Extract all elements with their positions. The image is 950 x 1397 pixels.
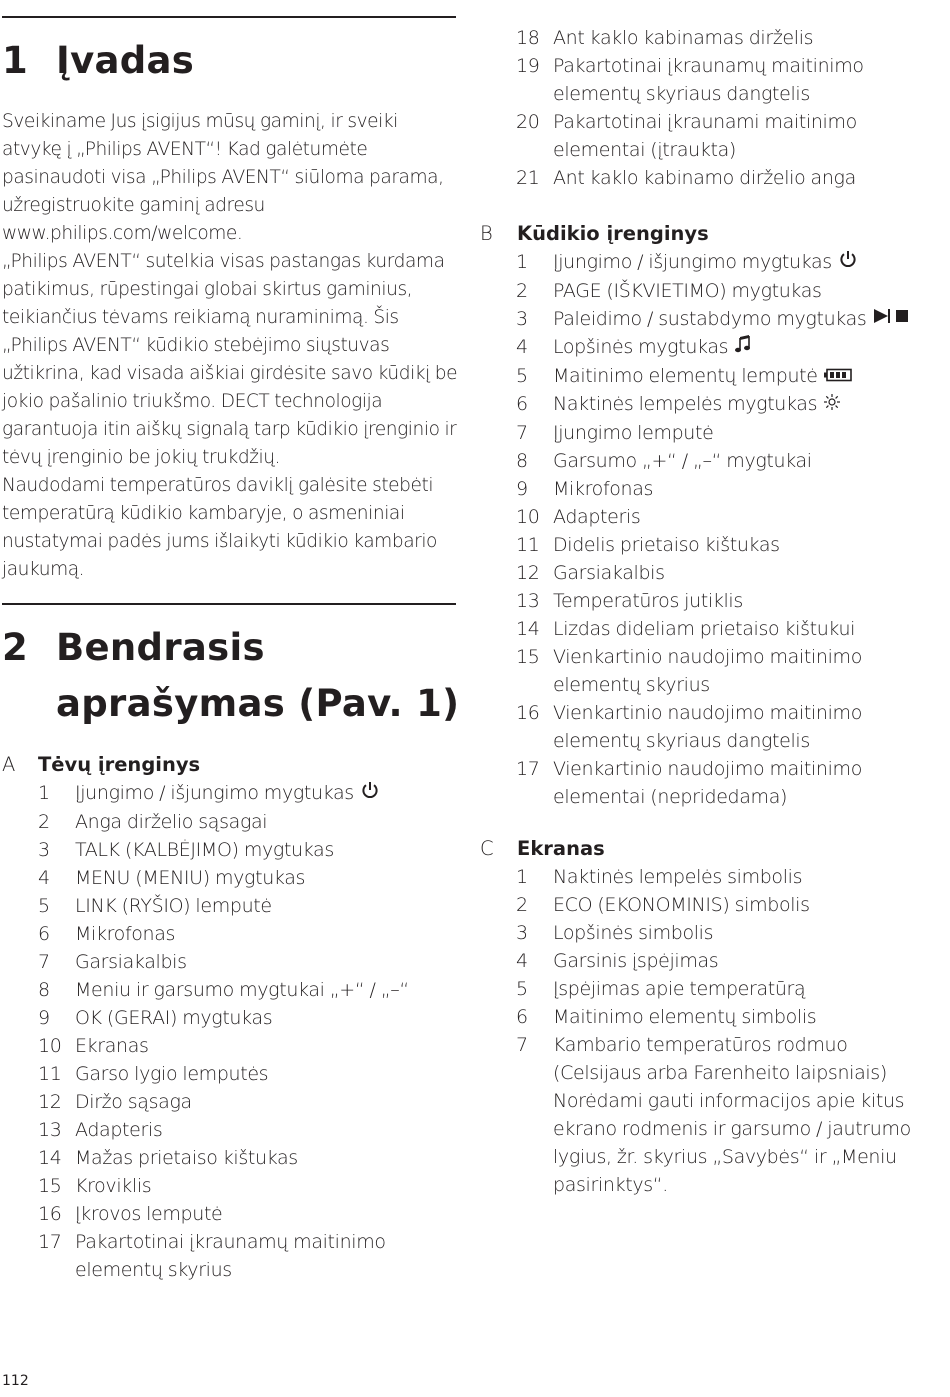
item-number: 14 — [516, 617, 540, 640]
section-number: 1 — [2, 39, 29, 82]
item-number: 5 — [38, 894, 50, 917]
item-number: 7 — [38, 950, 50, 973]
item-text: Naktinės lempelės simbolis — [553, 866, 803, 888]
list-item — [38, 1004, 448, 1032]
list-item — [38, 1200, 448, 1228]
item-label — [75, 1060, 448, 1088]
item-text: Įjungimo / išjungimo mygtukas — [553, 251, 832, 273]
item-number: 11 — [516, 533, 540, 556]
list-item — [516, 108, 916, 164]
item-text: Adapteris — [553, 505, 641, 528]
list-item — [38, 976, 448, 1004]
item-text: Maitinimo elementų simbolis — [553, 1006, 817, 1028]
intro-text — [2, 108, 458, 584]
item-number: 3 — [516, 307, 528, 330]
item-text: Garsiakalbis — [553, 561, 665, 584]
list-item — [516, 475, 916, 503]
item-number: 9 — [516, 477, 528, 500]
item-text: Lopšinės mygtukas — [553, 336, 729, 358]
list-item — [516, 947, 926, 975]
item-label — [553, 919, 926, 947]
list-item — [38, 836, 448, 864]
item-label — [553, 419, 916, 447]
list-item — [516, 755, 916, 811]
list-item — [516, 587, 916, 615]
item-label — [553, 1003, 926, 1031]
play-stop-icon — [872, 305, 912, 333]
item-label — [553, 108, 916, 164]
item-label — [553, 305, 916, 334]
item-text: Anga dirželio sąsagai — [75, 810, 268, 833]
item-number: 1 — [38, 782, 50, 804]
item-label — [75, 1144, 448, 1172]
item-text: Adapteris — [75, 1118, 163, 1141]
item-text: PAGE (IŠKVIETIMO) mygtukas — [553, 279, 822, 302]
section-title-line-2: aprašymas (Pav. 1) — [56, 682, 460, 725]
group-letter: A — [2, 753, 16, 776]
list-item — [516, 863, 926, 891]
item-label — [75, 779, 448, 808]
list-item — [38, 1144, 448, 1172]
baby-unit-parts-list — [516, 248, 916, 811]
list-item — [516, 643, 916, 699]
item-number: 5 — [516, 364, 528, 387]
paragraph: Naudodami temperatūros daviklį galėsite stebėti temperatūrą kūdikio kambaryje, o asmeniniai nustatymai padės jums išlaikyti kūdikio kambario jaukumą. — [2, 475, 437, 580]
item-text: MENU (MENIU) mygtukas — [75, 866, 306, 889]
item-number: 2 — [516, 894, 528, 916]
item-text: Ant kaklo kabinamo dirželio anga — [553, 167, 856, 189]
battery-icon — [824, 362, 852, 390]
item-number: 1 — [516, 866, 528, 888]
item-text: Kroviklis — [75, 1174, 152, 1197]
item-text: Vienkartinio naudojimo maitinimo elementai (nepridedama) — [553, 757, 862, 808]
item-label — [553, 531, 916, 559]
list-item — [516, 919, 926, 947]
item-text: Garsiakalbis — [75, 950, 187, 973]
item-label — [553, 24, 916, 52]
item-label — [553, 390, 916, 419]
item-label — [553, 333, 916, 362]
item-text: Mikrofonas — [553, 477, 654, 500]
item-label — [75, 948, 448, 976]
item-number: 6 — [516, 1006, 528, 1028]
item-label — [75, 808, 448, 836]
list-item — [38, 779, 448, 808]
item-number: 12 — [38, 1090, 62, 1113]
item-number: 16 — [516, 701, 540, 724]
item-number: 1 — [516, 251, 528, 273]
item-text: Mikrofonas — [75, 922, 176, 945]
item-number: 2 — [38, 810, 50, 833]
music-note-icon — [734, 334, 752, 362]
list-item — [38, 1116, 448, 1144]
item-number: 13 — [516, 589, 540, 612]
item-label — [553, 615, 916, 643]
item-label — [553, 975, 926, 1003]
list-item — [516, 24, 916, 52]
item-label — [553, 1031, 926, 1199]
list-item — [38, 948, 448, 976]
list-item — [516, 891, 926, 919]
section-number: 2 — [2, 626, 29, 669]
item-number: 13 — [38, 1118, 62, 1141]
list-item — [516, 699, 916, 755]
item-text: Įspėjimas apie temperatūrą — [553, 978, 806, 1000]
item-number: 17 — [38, 1230, 62, 1253]
item-text: Garsinis įspėjimas — [553, 950, 719, 972]
list-item — [516, 559, 916, 587]
item-text: Ant kaklo kabinamas dirželis — [553, 27, 814, 49]
list-item — [38, 1032, 448, 1060]
group-title: Ekranas — [517, 837, 605, 860]
section-title-line-1: Bendrasis — [56, 626, 265, 669]
list-item — [516, 975, 926, 1003]
list-item — [516, 248, 916, 277]
group-b-heading — [480, 220, 920, 248]
item-label — [553, 643, 916, 699]
item-number: 15 — [38, 1174, 62, 1197]
group-c-heading — [480, 835, 920, 863]
list-item — [516, 164, 916, 192]
item-text: Lopšinės simbolis — [553, 922, 714, 944]
item-label — [553, 277, 916, 305]
item-number: 14 — [38, 1146, 62, 1169]
item-number: 11 — [38, 1062, 62, 1085]
item-number: 15 — [516, 645, 540, 668]
item-label — [75, 836, 448, 864]
item-number: 8 — [38, 978, 50, 1001]
item-text: Įjungimo / išjungimo mygtukas — [75, 782, 354, 804]
power-icon — [838, 249, 858, 277]
item-text: Paleidimo / sustabdymo mygtukas — [553, 307, 867, 330]
item-label — [553, 164, 916, 192]
item-text: ECO (EKONOMINIS) simbolis — [553, 894, 810, 916]
item-text: Garso lygio lemputės — [75, 1062, 269, 1085]
item-label — [75, 1032, 448, 1060]
item-label — [75, 1116, 448, 1144]
item-text: Vienkartinio naudojimo maitinimo elementų skyriaus dangtelis — [553, 701, 862, 752]
item-label — [553, 559, 916, 587]
list-item — [516, 1031, 926, 1199]
item-label — [553, 587, 916, 615]
item-label — [553, 699, 916, 755]
item-text: Lizdas dideliam prietaiso kištukui — [553, 617, 856, 640]
item-text: Ekranas — [75, 1034, 149, 1057]
item-label — [553, 891, 926, 919]
item-number: 21 — [516, 167, 540, 189]
item-label — [553, 447, 916, 475]
item-number: 19 — [516, 55, 540, 77]
group-letter: B — [480, 222, 493, 245]
item-label — [75, 976, 448, 1004]
list-item — [516, 447, 916, 475]
group-title: Kūdikio įrenginys — [517, 222, 709, 245]
item-number: 17 — [516, 757, 540, 780]
item-number: 5 — [516, 978, 528, 1000]
list-item — [38, 1060, 448, 1088]
item-label — [75, 1088, 448, 1116]
nightlight-icon — [823, 391, 841, 419]
list-item — [516, 419, 916, 447]
item-number: 12 — [516, 561, 540, 584]
list-item — [516, 390, 916, 419]
item-label — [75, 920, 448, 948]
list-item — [516, 333, 916, 362]
item-text: Pakartotinai įkraunamų maitinimo elementų skyrius — [75, 1230, 386, 1281]
paragraph: „Philips AVENT“ sutelkia visas pastangas kurdama patikimus, rūpestingai globai skirtus gaminius, teikiančius tėvams reikiamą nuraminimą. Šis „Philips AVENT“ kūdikio stebėjimo siųstuvas užtikrina, kad visada aiškiai girdėsite savo kūdikį be jokio pašalinio triukšmo. DECT technologija garantuoja itin aiškų signalą tarp kūdikio įrenginio ir tėvų įrenginio be jokių trukdžių. — [2, 251, 458, 468]
item-label — [553, 248, 916, 277]
paragraph: Sveikiname Jus įsigijus mūsų gaminį, ir sveiki atvykę į „Philips AVENT“! Kad galėtumėte pasinaudoti visa „Philips AVENT“ siūloma parama, užregistruokite gaminį adresu www.philips.com/welcome. — [2, 111, 444, 244]
item-text: Temperatūros jutiklis — [553, 589, 743, 612]
list-item — [516, 503, 916, 531]
item-number: 3 — [516, 922, 528, 944]
item-text: Vienkartinio naudojimo maitinimo elementų skyrius — [553, 645, 862, 696]
item-text: Meniu ir garsumo mygtukai „+“ / „–“ — [75, 978, 409, 1001]
display-symbols-list — [516, 863, 926, 1199]
item-number: 4 — [516, 336, 528, 358]
item-text: Didelis prietaiso kištukas — [553, 533, 780, 556]
item-label — [553, 947, 926, 975]
item-text: Naktinės lempelės mygtukas — [553, 393, 818, 415]
item-label — [553, 503, 916, 531]
item-text: OK (GERAI) mygtukas — [75, 1006, 273, 1029]
item-number: 3 — [38, 838, 50, 861]
item-number: 10 — [516, 505, 540, 528]
list-item — [38, 1172, 448, 1200]
parent-unit-parts-list — [38, 779, 448, 1284]
section-title: Įvadas — [56, 39, 195, 82]
power-icon — [360, 780, 380, 808]
item-number: 7 — [516, 421, 528, 444]
item-number: 4 — [38, 866, 50, 889]
item-text: Pakartotinai įkraunami maitinimo elementai (įtraukta) — [553, 111, 857, 161]
item-number: 6 — [516, 393, 528, 415]
item-label — [553, 755, 916, 811]
section-divider — [2, 603, 456, 605]
item-number: 10 — [38, 1034, 62, 1057]
item-text: Maitinimo elementų lemputė — [553, 364, 818, 387]
list-item — [38, 808, 448, 836]
list-item — [38, 1088, 448, 1116]
list-item — [516, 277, 916, 305]
list-item — [516, 1003, 926, 1031]
item-label — [553, 52, 916, 108]
list-item — [516, 531, 916, 559]
list-item — [516, 615, 916, 643]
item-label — [75, 1172, 448, 1200]
list-item — [38, 864, 448, 892]
item-number: 20 — [516, 111, 540, 133]
item-label — [75, 1004, 448, 1032]
item-label — [553, 475, 916, 503]
item-text: Kambario temperatūros rodmuo (Celsijaus arba Farenheito laipsniais) Norėdami gauti informacijos apie kitus ekrano rodmenis ir garsumo / jautrumo lygius, žr. skyrius „Savybės“ ir „Meniu pasirinktys“. — [553, 1034, 911, 1196]
item-text: Įjungimo lemputė — [553, 421, 714, 444]
item-text: Mažas prietaiso kištukas — [75, 1146, 298, 1169]
item-text: Įkrovos lemputė — [75, 1202, 223, 1225]
item-text: Pakartotinai įkraunamų maitinimo elementų skyriaus dangtelis — [553, 55, 864, 105]
item-label — [75, 864, 448, 892]
page-number: 112 — [2, 1373, 29, 1389]
item-number: 6 — [38, 922, 50, 945]
item-text: Diržo sąsaga — [75, 1090, 192, 1113]
item-text: Garsumo „+“ / „–“ mygtukai — [553, 449, 812, 472]
item-number: 4 — [516, 950, 528, 972]
list-item — [516, 52, 916, 108]
item-label — [553, 863, 926, 891]
item-number: 16 — [38, 1202, 62, 1225]
list-item — [38, 1228, 448, 1284]
item-text: TALK (KALBĖJIMO) mygtukas — [75, 838, 334, 861]
list-item — [38, 892, 448, 920]
item-number: 18 — [516, 27, 540, 49]
item-number: 7 — [516, 1034, 528, 1056]
group-a-heading — [2, 751, 458, 779]
list-item — [38, 920, 448, 948]
item-label — [75, 1200, 448, 1228]
group-title: Tėvų įrenginys — [38, 753, 201, 776]
item-label — [553, 362, 916, 391]
item-text: LINK (RYŠIO) lemputė — [75, 894, 272, 917]
item-number: 9 — [38, 1006, 50, 1029]
section-divider — [2, 16, 456, 18]
item-label — [75, 1228, 448, 1284]
group-letter: C — [480, 837, 494, 860]
list-item — [516, 305, 916, 334]
item-number: 2 — [516, 279, 528, 302]
parent-unit-parts-list-continued — [516, 24, 916, 192]
list-item — [516, 362, 916, 391]
item-number: 8 — [516, 449, 528, 472]
item-label — [75, 892, 448, 920]
